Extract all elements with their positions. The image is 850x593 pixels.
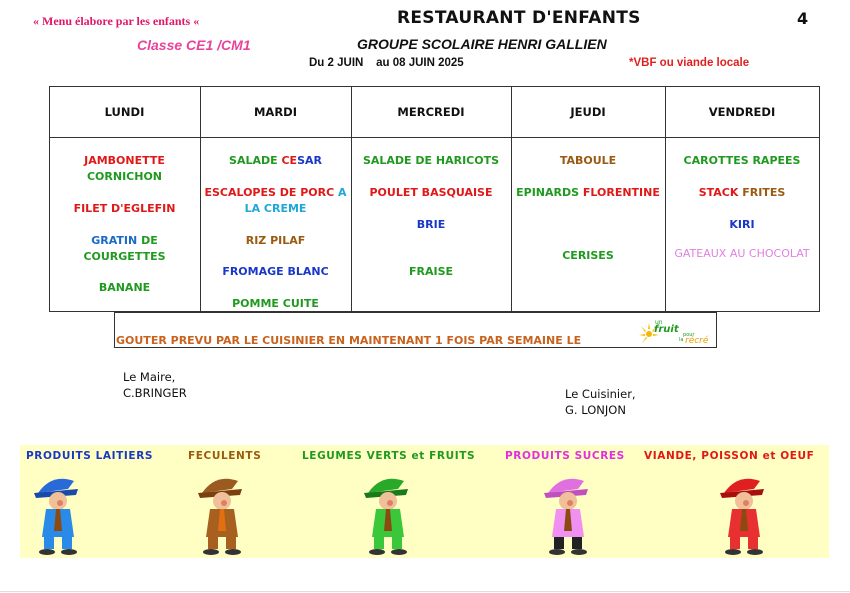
- class-label: Classe CE1 /CM1: [137, 37, 251, 53]
- menu-note: « Menu élabore par les enfants «: [33, 14, 200, 28]
- gouter-notice: [114, 312, 717, 348]
- svg-text:pour: pour: [683, 332, 695, 338]
- page-title: RESTAURANT D'ENFANTS: [397, 8, 641, 28]
- svg-text:un: un: [655, 319, 663, 326]
- svg-text:la: la: [679, 337, 684, 343]
- dish-lundi-3: GRATIN DE COURGETTES: [83, 234, 166, 263]
- maire-signature: [123, 369, 187, 401]
- page-number: 4: [797, 9, 809, 28]
- maire-name: C.BRINGER: [123, 386, 187, 400]
- vbf-note: *VBF ou viande locale: [629, 57, 750, 69]
- gnome-red-icon: [718, 471, 770, 557]
- date-range: Du 2 JUIN au 08 JUIN 2025: [309, 57, 464, 69]
- dish-mercredi-2: POULET BASQUAISE: [369, 186, 493, 199]
- dish-jeudi-1: TABOULE: [559, 154, 617, 167]
- dish-jeudi-3: CERISES: [562, 249, 614, 262]
- day-header-jeudi: JEUDI: [570, 105, 606, 119]
- dish-mardi-1: SALADE CESAR: [229, 154, 322, 167]
- dish-jeudi-2: EPINARDS FLORENTINE: [516, 186, 660, 199]
- dish-vendredi-3: KIRI: [729, 218, 755, 231]
- maire-title: Le Maire,: [123, 370, 176, 384]
- dish-vendredi-1: CAROTTES RAPEES: [683, 154, 801, 167]
- dish-vendredi-4: GATEAUX AU CHOCOLAT: [674, 247, 810, 260]
- dish-lundi-2: FILET D'EGLEFIN: [73, 202, 176, 215]
- cuisinier-title: Le Cuisinier,: [565, 387, 636, 401]
- legend-legumes-verts-fruits: LEGUMES VERTS et FRUITS: [302, 450, 476, 462]
- legend-viande-poisson-oeuf: VIANDE, POISSON et OEUF: [644, 450, 815, 462]
- gnome-green-icon: [362, 471, 414, 557]
- day-header-mardi: MARDI: [253, 105, 298, 119]
- gnome-blue-icon: [32, 471, 84, 557]
- food-group-legend: [20, 445, 829, 558]
- gouter-text: GOUTER PREVU PAR LE CUISINIER EN MAINTENANT 1 FOIS PAR SEMAINE LE: [116, 334, 582, 347]
- cuisinier-name: G. LONJON: [565, 403, 626, 417]
- legend-produits-laitiers: PRODUITS LAITIERS: [26, 450, 154, 462]
- dish-mercredi-4: FRAISE: [408, 265, 454, 278]
- gnome-brown-icon: [196, 471, 248, 557]
- dish-mardi-4: FROMAGE BLANC: [222, 265, 329, 278]
- svg-text:récré: récré: [685, 336, 709, 346]
- menu-table: [49, 86, 820, 312]
- school-group: GROUPE SCOLAIRE HENRI GALLIEN: [357, 36, 607, 52]
- cuisinier-signature: [565, 386, 636, 418]
- day-header-vendredi: VENDREDI: [708, 105, 776, 119]
- day-header-mercredi: MERCREDI: [397, 105, 465, 119]
- dish-mardi-3: RIZ PILAF: [245, 234, 306, 247]
- fruit-pour-la-recre-logo: [639, 317, 715, 347]
- dish-mercredi-3: BRIE: [416, 218, 446, 231]
- dish-vendredi-2: STACK FRITES: [698, 186, 786, 199]
- dish-mercredi-1: SALADE DE HARICOTS: [362, 154, 500, 167]
- day-header-lundi: LUNDI: [104, 105, 145, 119]
- legend-feculents: FECULENTS: [188, 450, 262, 462]
- dish-mardi-2: ESCALOPES DE PORC A LA CREME: [204, 186, 347, 215]
- page-bottom-divider: [0, 591, 850, 592]
- dish-lundi-1: JAMBONETTE CORNICHON: [84, 154, 165, 183]
- svg-text:fruit: fruit: [654, 324, 679, 335]
- dish-lundi-4: BANANE: [98, 281, 151, 294]
- gnome-pink-icon: [542, 471, 594, 557]
- legend-produits-sucres: PRODUITS SUCRES: [505, 450, 625, 462]
- dish-mardi-5: POMME CUITE: [232, 297, 319, 310]
